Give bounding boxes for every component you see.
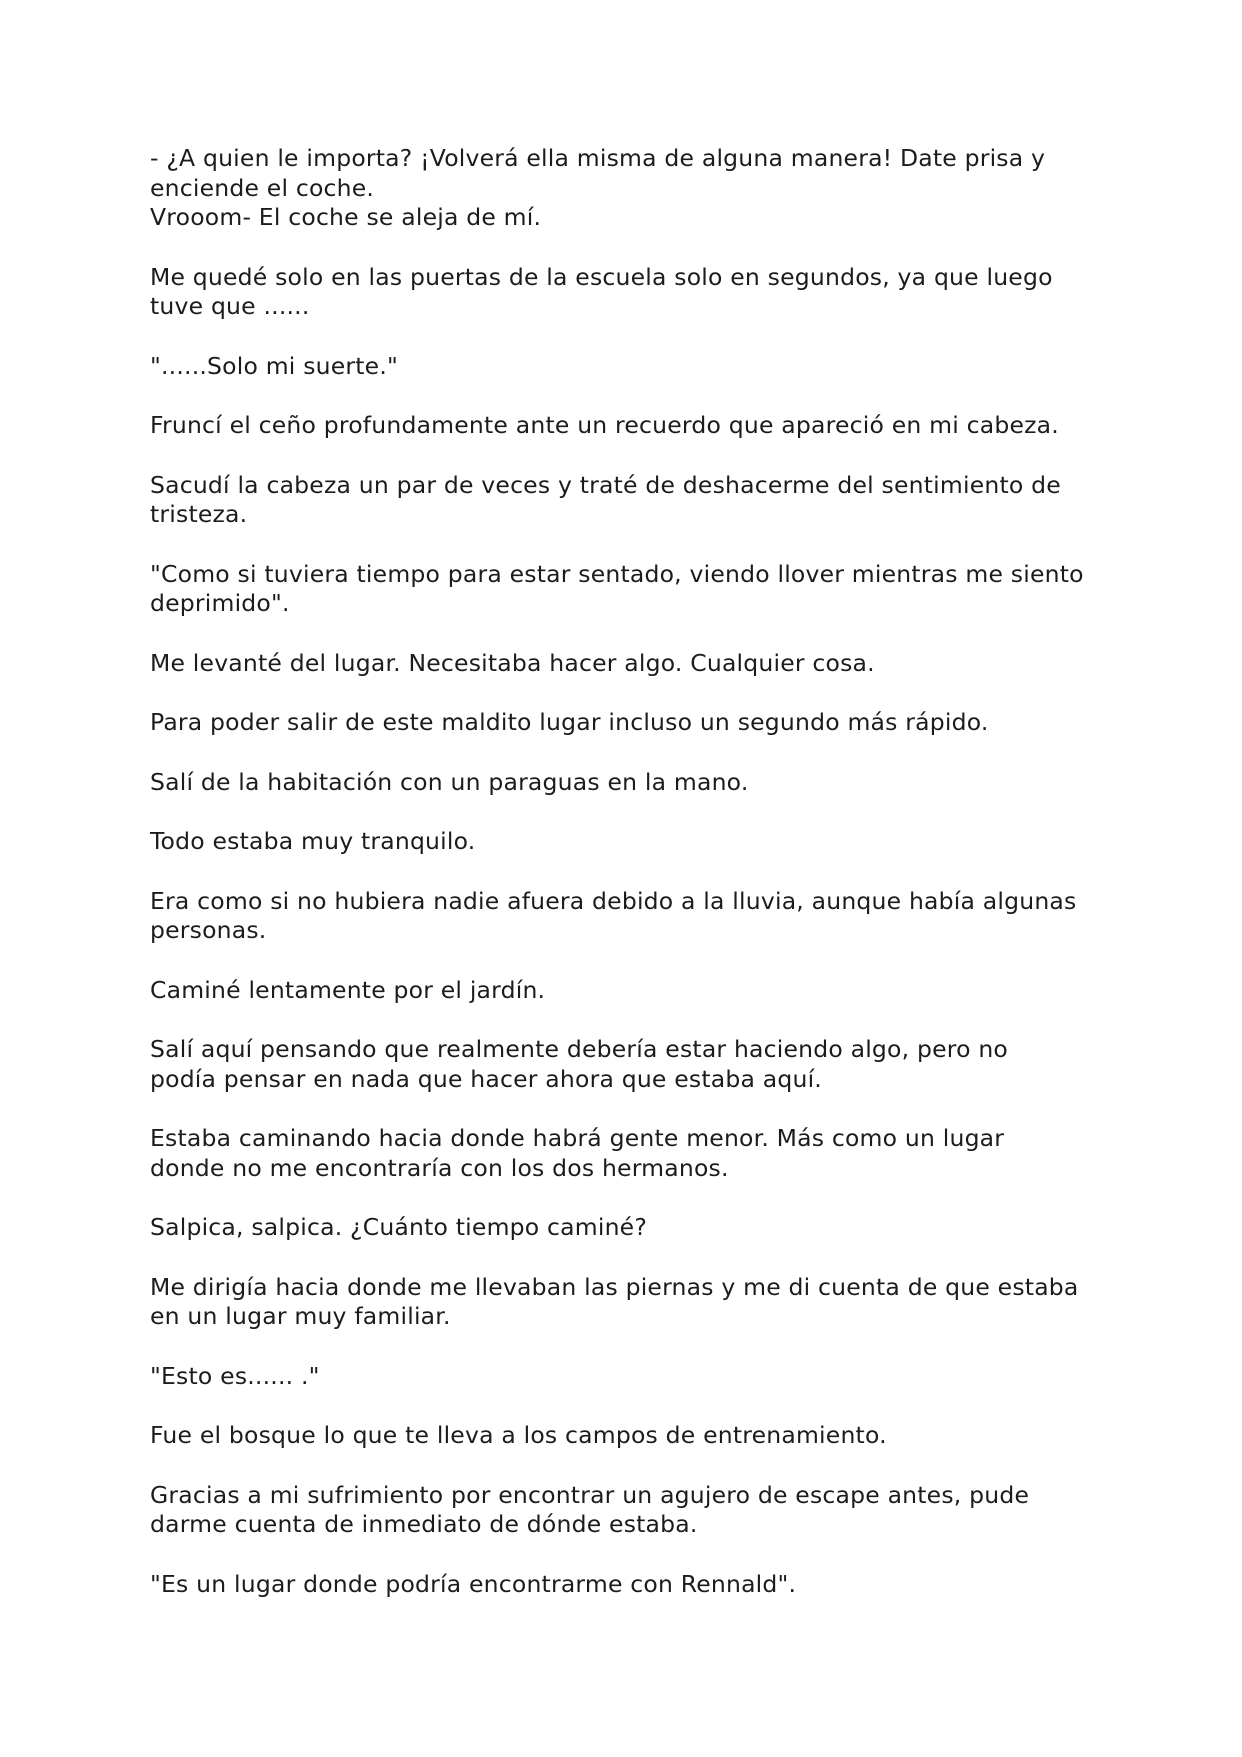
paragraph-11: Era como si no hubiera nadie afuera debido a la lluvia, aunque había algunas personas.: [150, 886, 1077, 944]
paragraph-1: - ¿A quien le importa? ¡Volverá ella misma de alguna manera! Date prisa y enciende el coche. Vrooom- El coche se aleja de mí.: [150, 144, 1046, 231]
paragraph-4: Fruncí el ceño profundamente ante un recuerdo que apareció en mi cabeza.: [150, 411, 1059, 439]
paragraph-14: Estaba caminando hacia donde habrá gente menor. Más como un lugar donde no me encontraría con los dos hermanos.: [150, 1124, 1005, 1182]
paragraph-7: Me levanté del lugar. Necesitaba hacer algo. Cualquier cosa.: [150, 648, 875, 677]
paragraph-5: Sacudí la cabeza un par de veces y traté de deshacerme del sentimiento de tristeza.: [150, 470, 1061, 528]
paragraph-17: "Esto es...... .": [150, 1361, 320, 1390]
paragraph-12: Caminé lentamente por el jardín.: [150, 975, 546, 1004]
paragraph-20: "Es un lugar donde podría encontrarme con Rennald".: [150, 1569, 797, 1598]
paragraph-9: Salí de la habitación con un paraguas en la mano.: [150, 767, 749, 796]
paragraph-15: Salpica, salpica. ¿Cuánto tiempo caminé?: [150, 1213, 647, 1241]
paragraph-16: Me dirigía hacia donde me llevaban las piernas y me di cuenta de que estaba en un lugar muy familiar.: [150, 1272, 1079, 1330]
paragraph-19: Gracias a mi sufrimiento por encontrar un agujero de escape antes, pude darme cuenta de inmediato de dónde estaba.: [150, 1480, 1030, 1538]
paragraph-10: Todo estaba muy tranquilo.: [150, 827, 476, 855]
paragraph-2: Me quedé solo en las puertas de la escuela solo en segundos, ya que luego tuve que ......: [150, 262, 1053, 320]
paragraph-8: Para poder salir de este maldito lugar incluso un segundo más rápido.: [150, 708, 989, 736]
paragraph-3: "......Solo mi suerte.": [150, 351, 398, 380]
paragraph-13: Salí aquí pensando que realmente debería estar haciendo algo, pero no podía pensar en nada que hacer ahora que estaba aquí.: [150, 1035, 1009, 1093]
body-text: [150, 144, 1110, 1629]
paragraph-18: Fue el bosque lo que te lleva a los campos de entrenamiento.: [150, 1421, 887, 1449]
paragraph-6: "Como si tuviera tiempo para estar sentado, viendo llover mientras me siento deprimido".: [150, 559, 1084, 617]
